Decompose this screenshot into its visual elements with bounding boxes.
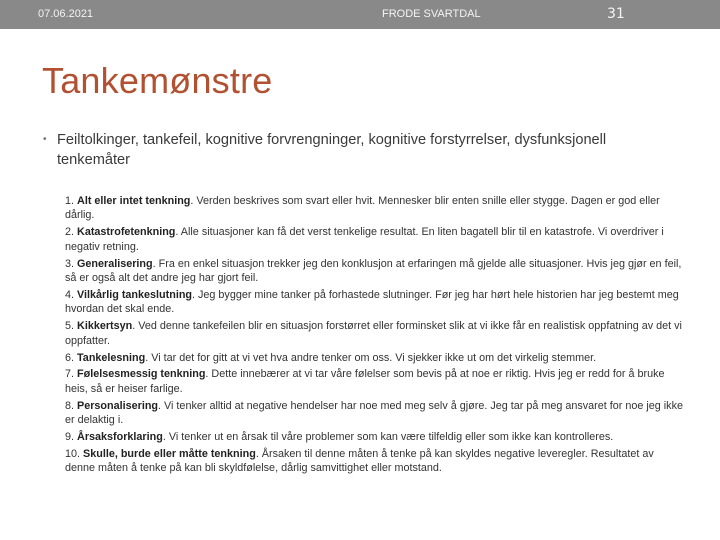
item-term: Årsaksforklaring	[77, 431, 163, 444]
item-description: . Ved denne tankefeilen blir en situasjon forstørret eller forminsket slik at vi ikke får en realistisk oppfatning av det vi oppfatter.	[65, 320, 682, 347]
item-number: 7.	[65, 368, 75, 381]
item-description: . Vi tenker ut en årsak til våre problemer som kan være tilfeldig eller som ikke kan kontrolleres.	[162, 431, 614, 444]
bullet-text: Feiltolkinger, tankefeil, kognitive forvrengninger, kognitive forstyrrelser, dysfunksjonell tenkemåter	[57, 132, 607, 168]
list-item	[65, 430, 685, 444]
item-description: . Fra en enkel situasjon trekker jeg den konklusjon at erfaringen må gjelde alle situasjoner. Hvis jeg gjør en feil, så er også alt det andre jeg har gjort feil.	[65, 257, 682, 285]
item-description: . Jeg bygger mine tanker på forhastede slutninger. Før jeg har hørt hele historien har jeg bestemt meg hvordan det skal ende.	[65, 288, 679, 316]
item-description: . Vi tar det for gitt at vi vet hva andre tenker om oss. Vi sjekker ikke ut om det virkelig stemmer.	[145, 351, 597, 364]
page-number: 31	[607, 6, 625, 22]
item-number: 8.	[65, 399, 75, 412]
item-description: . Årsaken til denne måten å tenke på kan skyldes negative leveregler. Resultatet av denne måten å tenke på kan bli skyldfølelse, dårlig samvittighet eller motstand.	[65, 448, 654, 475]
item-term: Skulle, burde eller måtte tenkning	[83, 448, 256, 460]
list-item	[65, 399, 685, 428]
header-author: FRODE SVARTDAL	[382, 8, 481, 20]
slide-title: Tankemønstre	[42, 60, 273, 101]
item-description: . Vi tenker alltid at negative hendelser har noe med meg selv å gjøre. Jeg tar på meg ansvaret for noe jeg ikke er delaktig i.	[65, 399, 683, 427]
item-term: Alt eller intet tenkning	[77, 195, 191, 207]
list-item	[65, 194, 685, 223]
item-term: Kikkertsyn	[77, 320, 133, 333]
list-item	[65, 447, 685, 476]
item-number: 6.	[65, 351, 75, 364]
list-item	[65, 257, 685, 286]
item-number: 5.	[65, 320, 75, 333]
list-item	[65, 225, 685, 254]
bullet-marker: •	[43, 134, 47, 145]
numbered-list	[65, 194, 685, 478]
item-description: . Dette innebærer at vi tar våre følelser som bevis på at noe er riktig. Hvis jeg er redd for å bruke heis, så er heiser farlige.	[65, 368, 665, 395]
bullet-point	[43, 130, 683, 170]
slide-header-bar	[0, 0, 720, 29]
item-term: Katastrofetenkning	[77, 226, 176, 239]
list-item	[65, 367, 685, 396]
item-term: Følelsesmessig tenkning	[77, 368, 206, 381]
item-number: 3.	[65, 257, 75, 270]
item-term: Personalisering	[77, 399, 159, 412]
header-date: 07.06.2021	[38, 8, 94, 20]
item-number: 10.	[65, 448, 81, 460]
item-number: 9.	[65, 431, 75, 444]
list-item	[65, 351, 685, 365]
list-item	[65, 288, 685, 317]
item-description: . Alle situasjoner kan få det verst tenkelige resultat. En liten bagatell blir til en katastrofe. Vi overdriver i negativ retning.	[65, 226, 664, 253]
item-number: 4.	[65, 288, 75, 301]
item-term: Tankelesning	[77, 351, 146, 364]
list-item	[65, 319, 685, 348]
item-term: Generalisering	[77, 257, 153, 270]
item-description: . Verden beskrives som svart eller hvit. Mennesker blir enten snille eller stygge. Dagen er god eller dårlig.	[65, 195, 660, 222]
item-number: 2.	[65, 226, 75, 239]
item-number: 1.	[65, 195, 75, 207]
item-term: Vilkårlig tankeslutning	[77, 288, 193, 301]
